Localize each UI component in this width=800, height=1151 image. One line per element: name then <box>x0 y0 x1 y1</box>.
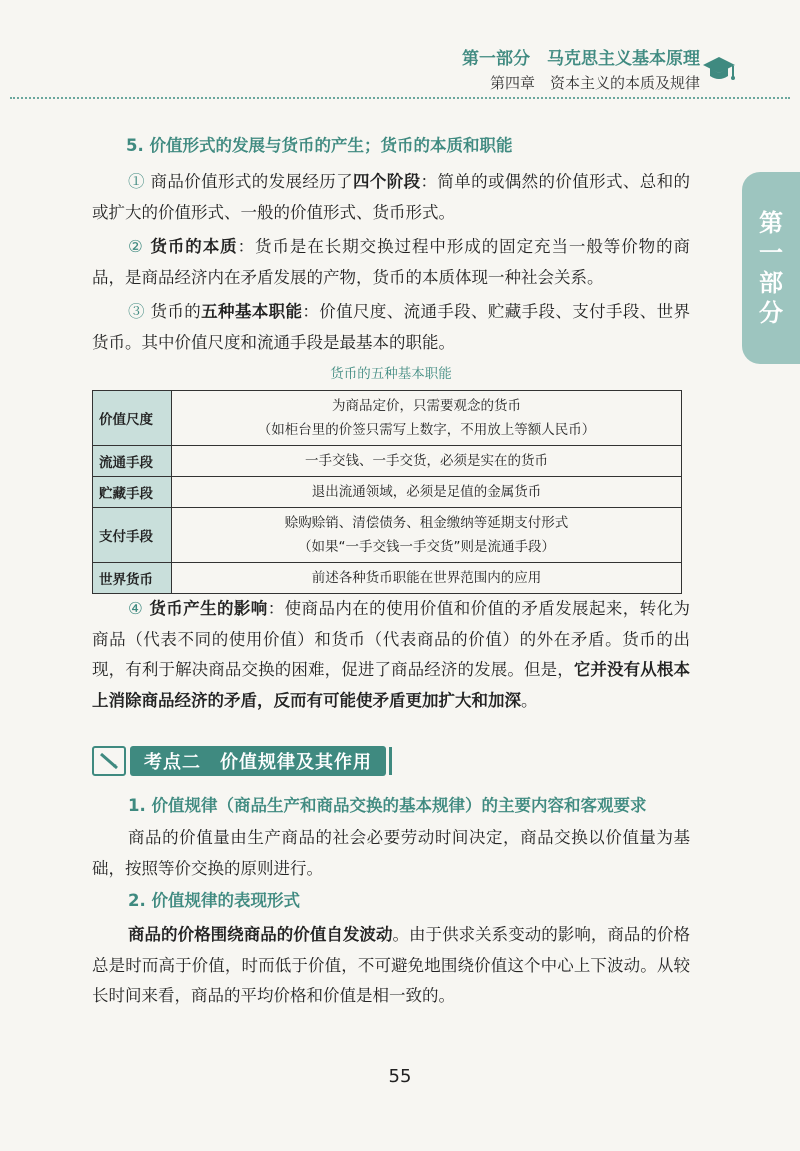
desc-line: （如果“一手交钱一手交货”则是流通手段） <box>298 539 555 555</box>
circled-number: ② <box>128 237 144 256</box>
bold-text: 五种基本职能 <box>201 302 303 321</box>
part-side-tab <box>742 172 800 364</box>
section-5 <box>92 131 690 358</box>
section-5-para-3 <box>92 297 690 358</box>
graduation-cap-icon <box>702 54 736 84</box>
side-tab-char: 分 <box>759 299 783 327</box>
circled-number: ④ <box>128 599 144 618</box>
table-function-cell: 贮藏手段 <box>93 477 172 508</box>
desc-line: （如柜台里的价签只需写上数字，不用放上等额人民币） <box>257 422 596 438</box>
bold-text: 四个阶段 <box>352 172 421 191</box>
value-law-para-1: 商品的价值量由生产商品的社会必要劳动时间决定，商品交换以价值量为基础，按照等价交换的原则进行。 <box>92 828 690 878</box>
table-desc-cell <box>172 391 682 446</box>
side-tab-char: 一 <box>759 239 783 267</box>
value-law-heading-2: 2. 价值规律的表现形式 <box>128 891 300 910</box>
side-tab-char: 部 <box>759 269 783 297</box>
section-5-para-2 <box>92 232 690 293</box>
desc-line: 赊购赊销、清偿债务、租金缴纳等延期支付形式 <box>284 515 569 531</box>
table-function-cell: 世界货币 <box>93 563 172 594</box>
money-functions-table <box>92 390 682 594</box>
text: 。 <box>521 690 538 710</box>
page-number: 55 <box>388 1066 412 1087</box>
text: 货币的 <box>144 302 202 321</box>
text: ：简单的或偶然的价值形式、总和的或扩大的价值形式、一般的价值形式、货币形式。 <box>92 172 691 222</box>
text: ：价值尺度、流通手段、贮藏手段、支付手段、世界货币。其中价值尺度和流通手段是最基本的职能。 <box>92 302 691 352</box>
table-desc-cell: 前述各种货币职能在世界范围内的应用 <box>172 563 682 594</box>
text: ：使商品内在的使用价值和价值的矛盾发展起来，转化为商品（代表不同的使用价值）和货币（代表商品的价值）的外在矛盾。货币的出现，有利于解决商品交换的困难，促进了商品经济的发展。 <box>92 599 691 679</box>
table-desc-cell: 一手交钱、一手交货，必须是实在的货币 <box>172 446 682 477</box>
circled-number: ③ <box>128 302 145 321</box>
bold-text: 它并没有从根本上消除商品经济的矛盾，反而有可能使矛盾更加扩大和加深 <box>92 660 691 710</box>
header-divider <box>10 97 790 99</box>
bold-text: 货币的本质 <box>143 237 238 256</box>
table-function-cell: 价值尺度 <box>93 391 172 446</box>
table-desc-cell <box>172 508 682 563</box>
section-value-law <box>92 790 690 1012</box>
desc-line: 为商品定价，只需要观念的货币 <box>332 398 521 414</box>
bold-text: 商品的价格围绕商品的价值自发波动 <box>128 925 393 944</box>
table-function-cell: 流通手段 <box>93 446 172 477</box>
text: 。由于供求关系变动的影响，商品的价格总是时而高于价值，时而低于价值，不可避免地围绕价值这个中心上下波动。从较长时间来看，商品的平均价格和价值是相一致的。 <box>92 925 691 1005</box>
table-row <box>93 391 682 446</box>
kaodian-banner <box>92 746 392 776</box>
section-5-para-1 <box>92 167 690 228</box>
section-5-heading: 5. 价值形式的发展与货币的产生；货币的本质和职能 <box>126 136 513 155</box>
side-tab-char: 第 <box>759 209 783 237</box>
text: 但是， <box>523 660 574 679</box>
header-chapter-title: 第四章 资本主义的本质及规律 <box>489 74 700 92</box>
section-5-continued <box>92 594 690 716</box>
table-desc-cell: 退出流通领域，必须是足值的金属货币 <box>172 477 682 508</box>
table-row <box>93 477 682 508</box>
table-function-cell: 支付手段 <box>93 508 172 563</box>
table-title: 货币的五种基本职能 <box>330 366 452 382</box>
bold-text: 货币产生的影响 <box>143 599 268 618</box>
value-law-heading-1: 1. 价值规律（商品生产和商品交换的基本规律）的主要内容和客观要求 <box>128 796 647 815</box>
table-row <box>93 563 682 594</box>
table-row <box>93 508 682 563</box>
text: 商品价值形式的发展经历了 <box>144 172 353 191</box>
section-5-para-4 <box>92 594 690 716</box>
value-law-para-2 <box>92 920 690 1012</box>
banner-end-bar <box>389 747 392 775</box>
circled-number: ① <box>128 172 145 191</box>
table-row <box>93 446 682 477</box>
pencil-icon <box>92 746 126 776</box>
header-part-title: 第一部分 马克思主义基本原理 <box>462 49 700 69</box>
kaodian-label: 考点二 价值规律及其作用 <box>130 746 386 776</box>
text: ：货币是在长期交换过程中形成的固定充当一般等价物的商品，是商品经济内在矛盾发展的产物，货币的本质体现一种社会关系。 <box>92 237 691 287</box>
